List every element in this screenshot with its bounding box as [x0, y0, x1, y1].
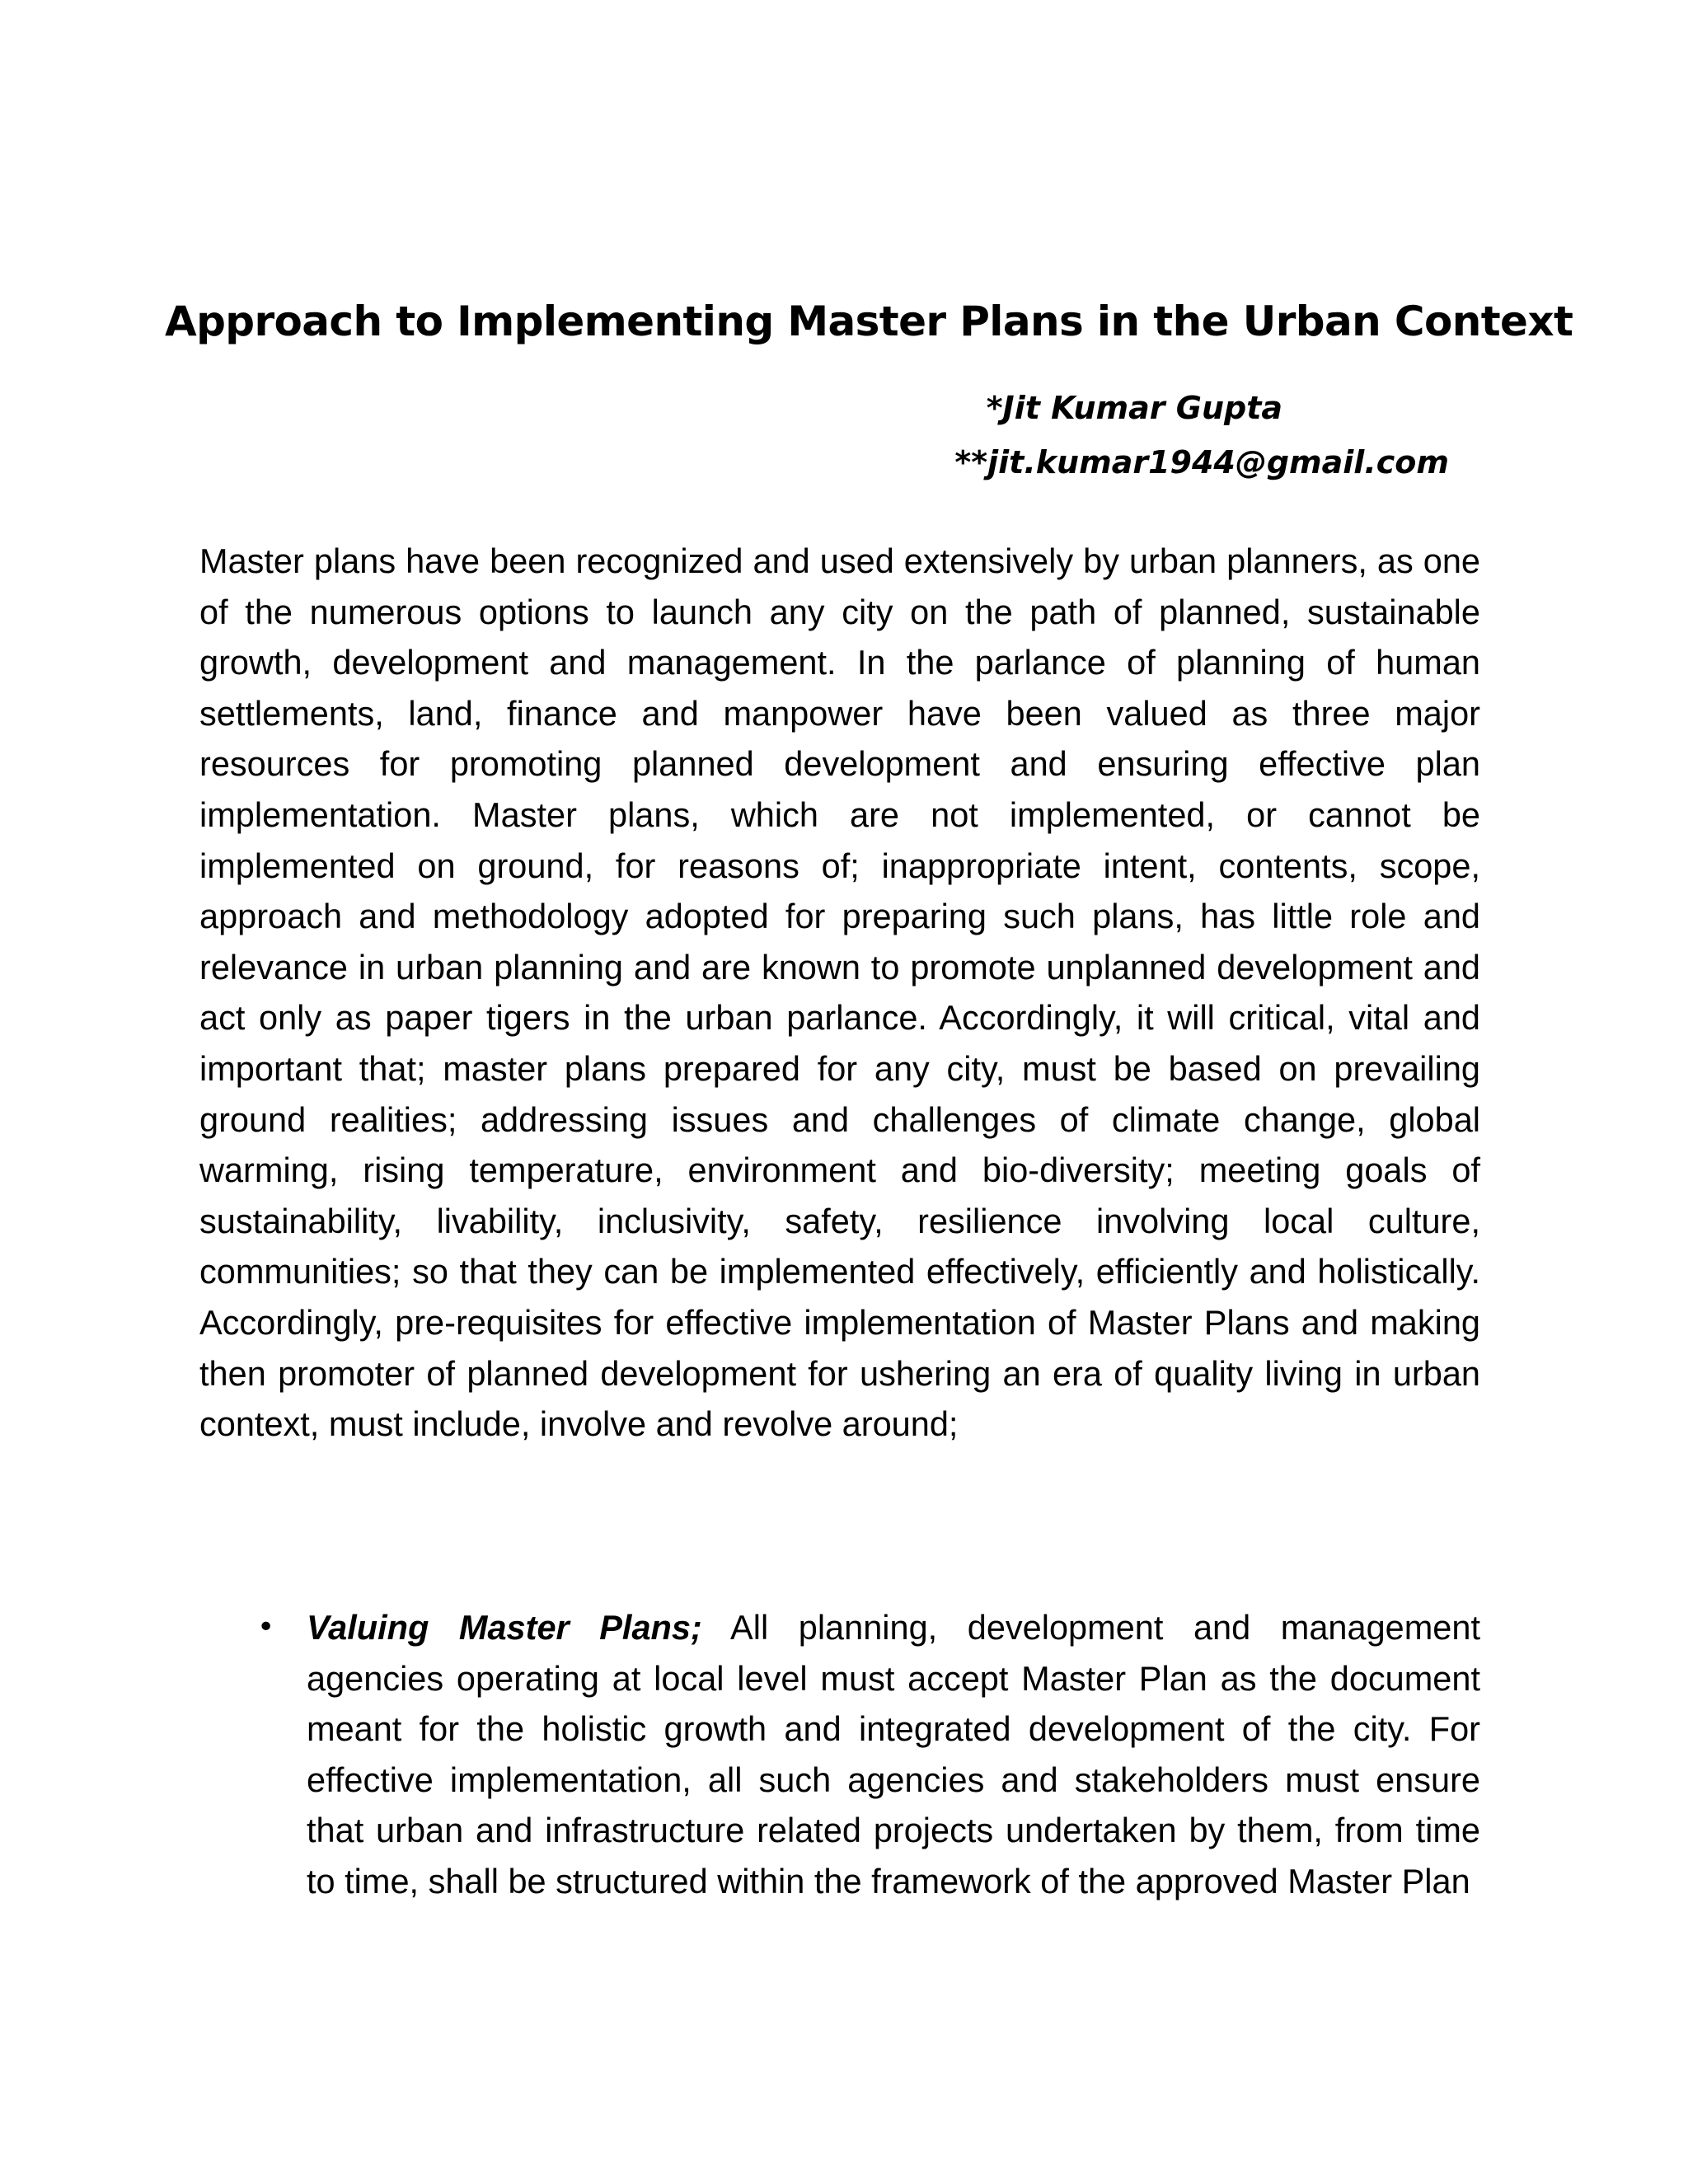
list-item: [257, 1602, 1480, 1907]
author-email: **jit.kumar1944@gmail.com: [954, 444, 1449, 480]
bullet-heading: Valuing Master Plans;: [307, 1608, 702, 1647]
intro-paragraph: Master plans have been recognized and used extensively by urban planners, as one of the numerous options to launch any city on the path of planned, sustainable growth, development and management. In the parlance of planning of human settlements, land, finance and manpower have been valued as three major resources for promoting planned development and ensuring effective plan implementation. Master plans, which are not implemented, or cannot be implemented on ground, for reasons of; inappropriate intent, contents, scope, approach and methodology adopted for preparing such plans, has little role and relevance in urban planning and are known to promote unplanned development and act only as paper tigers in the urban parlance. Accordingly, it will critical, vital and important that; master plans prepared for any city, must be based on prevailing ground realities; addressing issues and challenges of climate change, global warming, rising temperature, environment and bio-diversity; meeting goals of sustainability, livability, inclusivity, safety, resilience involving local culture, communities; so that they can be implemented effectively, efficiently and holistically. Accordingly, pre-requisites for effective implementation of Master Plans and making then promoter of planned development for ushering an era of quality living in urban context, must include, involve and revolve around;: [199, 541, 1480, 1444]
author-name: *Jit Kumar Gupta: [986, 390, 1282, 426]
bullet-list: [257, 1602, 1480, 1907]
bullet-dot-icon: •: [257, 1610, 275, 1644]
bullet-text: All planning, development and management agencies operating at local level must accept Master Plan as the document meant for the holistic growth and integrated development of the city. For effective implementation, all such agencies and stakeholders must ensure that urban and infrastructure related projects undertaken by them, from time to time, shall be structured within the framework of the approved Master Plan: [307, 1608, 1480, 1900]
document-title: Approach to Implementing Master Plans in the Urban Context: [165, 298, 1573, 345]
